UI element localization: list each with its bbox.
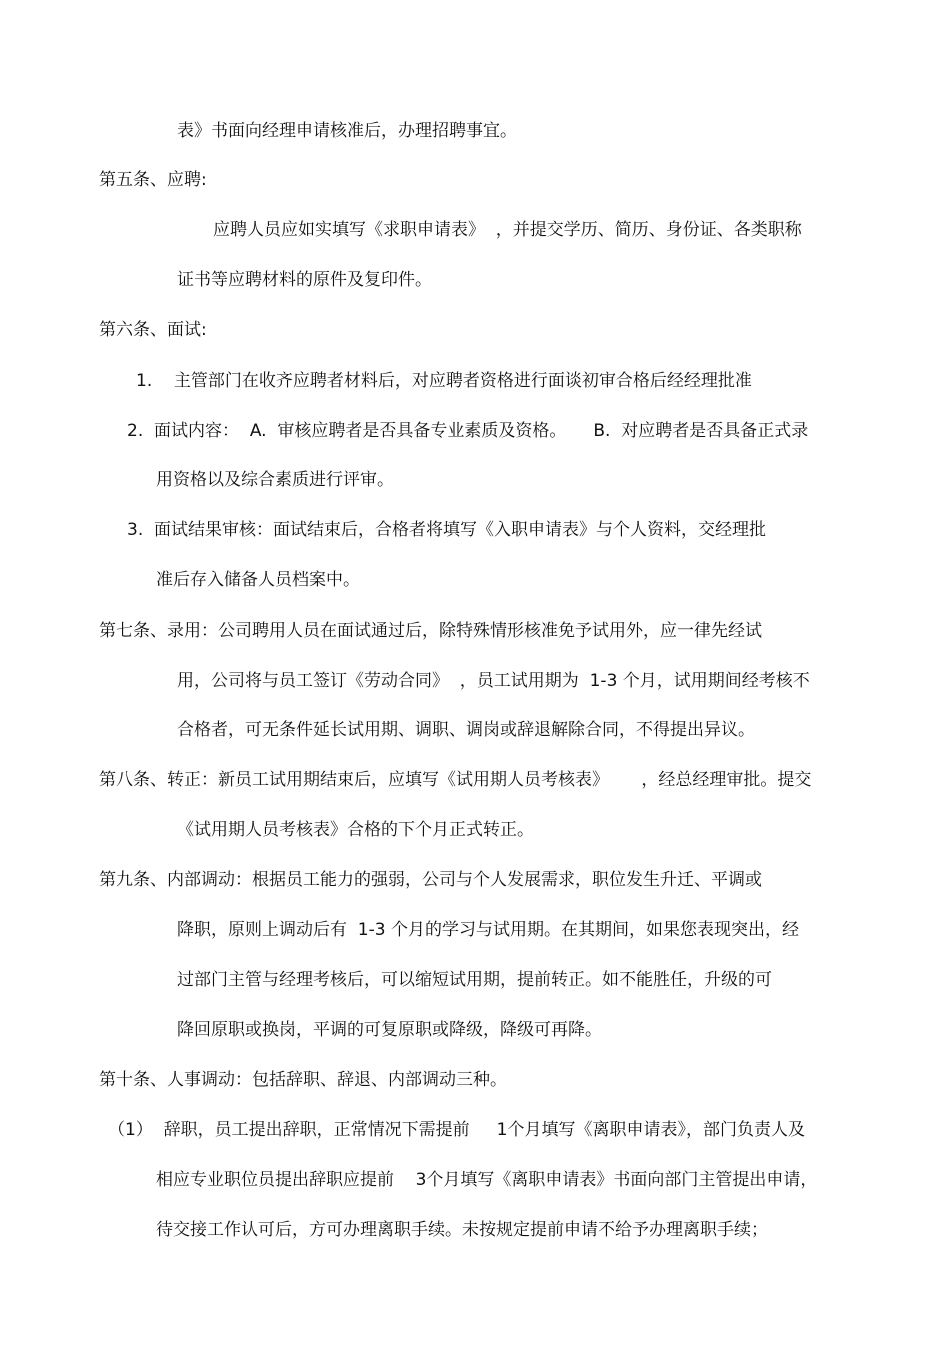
article-heading: 第六条、面试:: [99, 320, 207, 340]
text-line: 表》书面向经理申请核准后，办理招聘事宜。: [177, 121, 517, 141]
text-line: 用资格以及综合素质进行评审。: [156, 470, 394, 490]
list-item: （1） 辞职，员工提出辞职，正常情况下需提前 1个月填写《离职申请表》，部门负责人及: [108, 1120, 805, 1140]
text-line: 证书等应聘材料的原件及复印件。: [177, 270, 432, 290]
text-line: 降回原职或换岗，平调的可复原职或降级，降级可再降。: [177, 1020, 602, 1040]
article-heading: 第五条、应聘:: [99, 170, 207, 190]
article-heading: 第十条、人事调动：包括辞职、辞退、内部调动三种。: [99, 1070, 507, 1090]
text-line: 应聘人员应如实填写《求职申请表》 ，并提交学历、简历、身份证、各类职称: [213, 220, 802, 240]
text-line: 相应专业职位员提出辞职应提前 3个月填写《离职申请表》书面向部门主管提出申请，: [156, 1170, 818, 1190]
article-heading: 第八条、转正：新员工试用期结束后，应填写《试用期人员考核表》 ，经总经理审批。提交: [99, 770, 812, 790]
list-item: 3. 面试结果审核：面试结束后，合格者将填写《入职申请表》与个人资料，交经理批: [127, 520, 767, 540]
text-line: 用，公司将与员工签订《劳动合同》 ，员工试用期为 1-3 个月，试用期间经考核不: [177, 671, 810, 691]
list-item: 2. 面试内容： A. 审核应聘者是否具备专业素质及资格。 B. 对应聘者是否具备正式录: [127, 421, 809, 441]
article-heading: 第七条、录用：公司聘用人员在面试通过后，除特殊情形核准免予试用外，应一律先经试: [99, 621, 762, 641]
article-heading: 第九条、内部调动：根据员工能力的强弱，公司与个人发展需求，职位发生升迁、平调或: [99, 870, 762, 890]
text-line: 《试用期人员考核表》合格的下个月正式转正。: [177, 820, 534, 840]
text-line: 准后存入储备人员档案中。: [156, 570, 360, 590]
text-line: 降职，原则上调动后有 1-3 个月的学习与试用期。在其期间，如果您表现突出，经: [177, 920, 799, 940]
text-line: 合格者，可无条件延长试用期、调职、调岗或辞退解除合同，不得提出异议。: [177, 720, 755, 740]
text-line: 过部门主管与经理考核后，可以缩短试用期，提前转正。如不能胜任，升级的可: [177, 970, 772, 990]
text-line: 待交接工作认可后，方可办理离职手续。未按规定提前申请不给予办理离职手续；: [156, 1220, 768, 1240]
list-item: 1. 主管部门在收齐应聘者材料后，对应聘者资格进行面谈初审合格后经经理批准: [136, 371, 752, 391]
